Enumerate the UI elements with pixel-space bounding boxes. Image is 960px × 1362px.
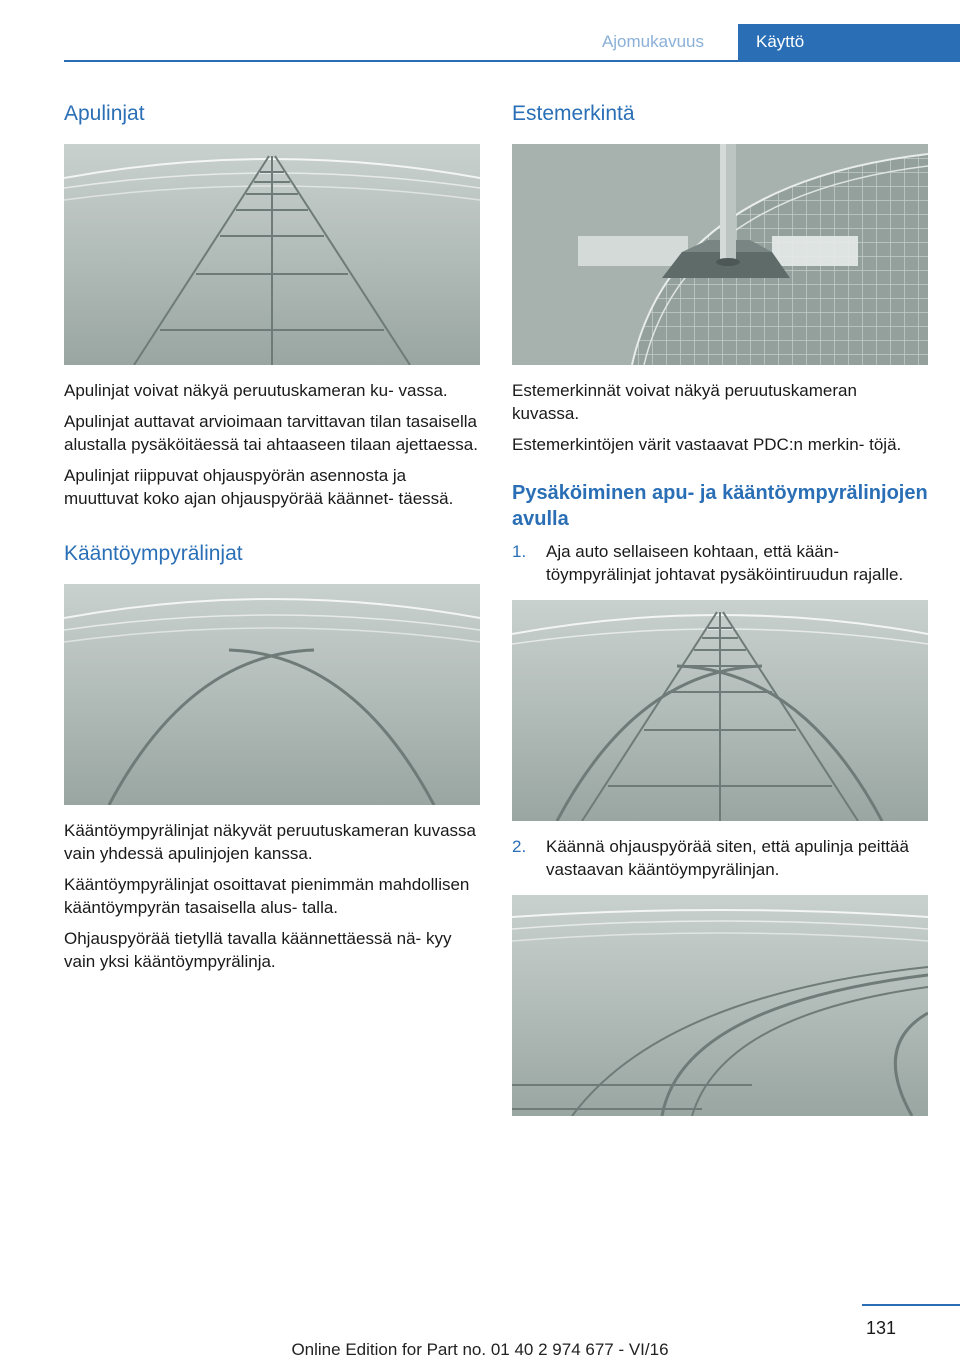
step-text: Käännä ohjauspyörää siten, että apulinja peittää vastaavan kääntöympyrälinjan. <box>546 837 909 879</box>
figure-obstacle-marking <box>512 144 928 365</box>
step-text: Aja auto sellaiseen kohtaan, että kään- töympyrälinjat johtavat pysäköintiruudun rajalle. <box>546 542 904 584</box>
heading-estemerkinta: Estemerkintä <box>512 102 635 125</box>
heading-pysakoiminen: Pysäköiminen apu- ja kääntöympyrälinjojen avulla <box>512 482 928 530</box>
text-apulinjat-2: Apulinjat auttavat arvioimaan tarvittavan tilan tasaisella alustalla pysäköitäessä tai ahtaaseen tilaan ajettaessa. <box>64 412 478 454</box>
figure-guide-and-turning-lines <box>512 600 928 821</box>
text-kaantoympyra-2: Kääntöympyrälinjat osoittavat pienimmän mahdollisen kääntöympyrän tasaisella alus- talla. <box>64 875 470 917</box>
step-number: 2. <box>512 837 527 856</box>
step-1 <box>512 540 928 586</box>
step-number: 1. <box>512 542 527 561</box>
edition-footer: Online Edition for Part no. 01 40 2 974 677 - VI/16 <box>291 1340 669 1359</box>
step-2 <box>512 835 928 881</box>
header-rule <box>64 60 960 62</box>
footer-rule <box>862 1304 960 1306</box>
text-kaantoympyra-3: Ohjauspyörää tietyllä tavalla käännettäessä nä- kyy vain yksi kääntöympyrälinja. <box>64 929 452 971</box>
header-chapter-tab: Käyttö <box>738 24 960 62</box>
page-header <box>0 24 960 62</box>
heading-apulinjat: Apulinjat <box>64 102 145 125</box>
text-apulinjat-1: Apulinjat voivat näkyä peruutuskameran ku- vassa. <box>64 381 448 400</box>
text-kaantoympyra-1: Kääntöympyrälinjat näkyvät peruutuskameran kuvassa vain yhdessä apulinjojen kanssa. <box>64 821 476 863</box>
heading-kaantoympyralinjat: Kääntöympyrälinjat <box>64 542 243 565</box>
figure-guide-lines <box>64 144 480 365</box>
header-section-label: Ajomukavuus <box>601 32 704 51</box>
figure-turning-circle-lines <box>64 584 480 805</box>
text-estemerkinta-2: Estemerkintöjen värit vastaavat PDC:n merkin- töjä. <box>512 435 902 454</box>
right-column <box>512 100 928 1116</box>
figure-overlapping-lines <box>512 895 928 1116</box>
text-estemerkinta-1: Estemerkinnät voivat näkyä peruutuskameran kuvassa. <box>512 381 857 423</box>
left-column <box>64 100 480 973</box>
page-number: 131 <box>865 1318 896 1338</box>
text-apulinjat-3: Apulinjat riippuvat ohjauspyörän asennosta ja muuttuvat koko ajan ohjauspyörää käännet- täessä. <box>64 466 454 508</box>
